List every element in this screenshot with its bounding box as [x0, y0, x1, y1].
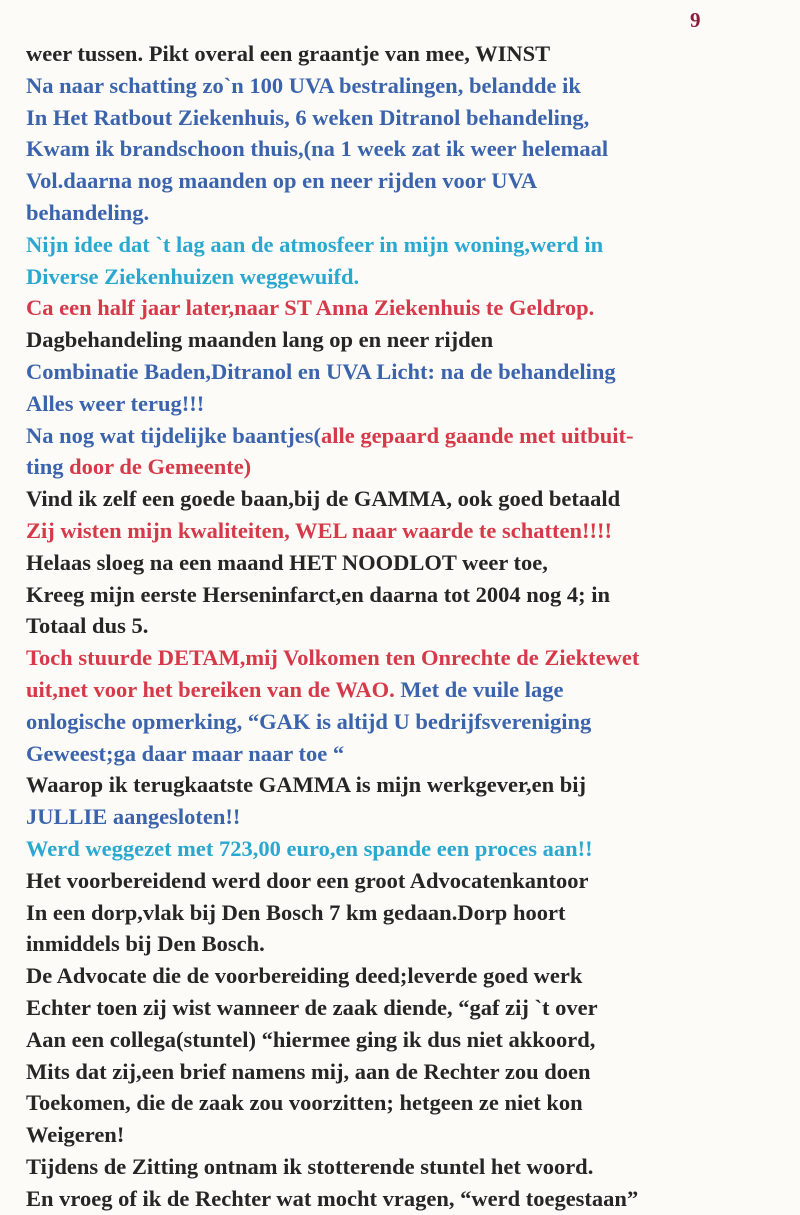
text-line [26, 1183, 786, 1215]
text-segment: Helaas sloeg na een maand HET NOODLOT weer toe, [26, 549, 548, 575]
text-line [26, 992, 786, 1024]
text-segment: Vind ik zelf een goede baan,bij de GAMMA, ook goed betaald [26, 486, 621, 512]
text-line [26, 356, 786, 388]
page-number: 9 [690, 8, 701, 32]
text-line [26, 292, 786, 324]
text-segment: Combinatie Baden,Ditranol en UVA Licht: na de behandeling [26, 358, 616, 384]
text-line [26, 833, 786, 865]
text-line [26, 229, 786, 261]
text-segment: Kwam ik brandschoon thuis,(na 1 week zat ik weer helemaal [26, 136, 609, 162]
text-segment: Dagbehandeling maanden lang op en neer rijden [26, 327, 494, 353]
text-segment: Diverse Ziekenhuizen weggewuifd. [26, 263, 360, 289]
text-segment: Totaal dus 5. [26, 613, 149, 639]
text-segment: In Het Ratbout Ziekenhuis, 6 weken Ditranol behandeling, [26, 104, 590, 130]
text-segment: inmiddels bij Den Bosch. [26, 931, 265, 957]
text-line [26, 1087, 786, 1119]
text-line [26, 928, 786, 960]
text-segment: De Advocate die de voorbereiding deed;leverde goed werk [26, 963, 583, 989]
text-line [26, 133, 786, 165]
text-line [26, 769, 786, 801]
text-line [26, 738, 786, 770]
text-line [26, 547, 786, 579]
text-line [26, 261, 786, 293]
text-segment: Ca een half jaar later,naar ST Anna Ziekenhuis te Geldrop. [26, 295, 595, 321]
text-segment: Mits dat zij,een brief namens mij, aan de Rechter zou doen [26, 1058, 591, 1084]
text-line [26, 38, 786, 70]
text-segment: Alles weer terug!!! [26, 390, 205, 416]
text-line [26, 674, 786, 706]
text-segment: alle gepaard gaande met uitbuit- [320, 422, 634, 448]
text-segment: weer tussen. Pikt overal een graantje van mee, WINST [26, 41, 551, 66]
text-line [26, 70, 786, 102]
text-segment: Met de vuile lage [400, 676, 564, 702]
text-line [26, 1119, 786, 1151]
text-segment: Na nog wat tijdelijke baantjes( [26, 422, 321, 448]
text-segment: Tijdens de Zitting ontnam ik stotterende stuntel het woord. [26, 1153, 594, 1179]
text-segment: Toch stuurde DETAM,mij Volkomen ten Onrechte de Ziektewet [26, 645, 640, 671]
text-segment: Vol.daarna nog maanden op en neer rijden voor UVA [26, 168, 538, 194]
text-segment: Waarop ik terugkaatste GAMMA is mijn werkgever,en bij [26, 772, 586, 798]
text-line [26, 897, 786, 929]
text-line [26, 610, 786, 642]
text-line [26, 324, 786, 356]
text-segment: Het voorbereidend werd door een groot Advocatenkantoor [26, 867, 589, 893]
text-segment: Toekomen, die de zaak zou voorzitten; hetgeen ze niet kon [26, 1090, 583, 1116]
text-segment: door de Gemeente) [69, 454, 252, 480]
text-line [26, 483, 786, 515]
text-segment: En vroeg of ik de Rechter wat mocht vragen, “werd toegestaan” [26, 1185, 639, 1211]
text-segment: Geweest;ga daar maar naar toe “ [26, 740, 345, 766]
text-segment: Na naar schatting zo`n 100 UVA bestralingen, belandde ik [26, 72, 581, 98]
text-segment: Weigeren! [26, 1122, 125, 1148]
text-line [26, 1056, 786, 1088]
text-line [26, 865, 786, 897]
text-line [26, 165, 786, 197]
text-segment: Werd weggezet met 723,00 euro,en spande een proces aan!! [26, 835, 593, 861]
text-segment: onlogische opmerking, “GAK is altijd U bedrijfsvereniging [26, 708, 592, 734]
text-segment: Echter toen zij wist wanneer de zaak diende, “gaf zij `t over [26, 994, 598, 1020]
text-line [26, 801, 786, 833]
text-line [26, 102, 786, 134]
text-segment: Kreeg mijn eerste Herseninfarct,en daarna tot 2004 nog 4; in [26, 581, 611, 607]
text-line [26, 388, 786, 420]
text-segment: Aan een collega(stuntel) “hiermee ging ik dus niet akkoord, [26, 1026, 596, 1052]
text-line [26, 197, 786, 229]
text-line [26, 1151, 786, 1183]
text-segment: Zij wisten mijn kwaliteiten, WEL naar waarde te schatten!!!! [26, 517, 612, 543]
text-line [26, 579, 786, 611]
text-line [26, 642, 786, 674]
text-segment: In een dorp,vlak bij Den Bosch 7 km gedaan.Dorp hoort [26, 899, 566, 925]
text-line [26, 515, 786, 547]
text-line [26, 451, 786, 483]
text-body [26, 38, 786, 1214]
text-segment: ting [26, 454, 70, 480]
text-line [26, 960, 786, 992]
text-line [26, 420, 786, 452]
text-segment: behandeling. [26, 199, 150, 225]
text-segment: JULLIE aangesloten!! [26, 804, 241, 830]
text-line [26, 706, 786, 738]
text-segment: uit,net voor het bereiken van de WAO. [26, 676, 401, 702]
text-segment: Nijn idee dat `t lag aan de atmosfeer in mijn woning,werd in [26, 231, 604, 257]
text-line [26, 1024, 786, 1056]
